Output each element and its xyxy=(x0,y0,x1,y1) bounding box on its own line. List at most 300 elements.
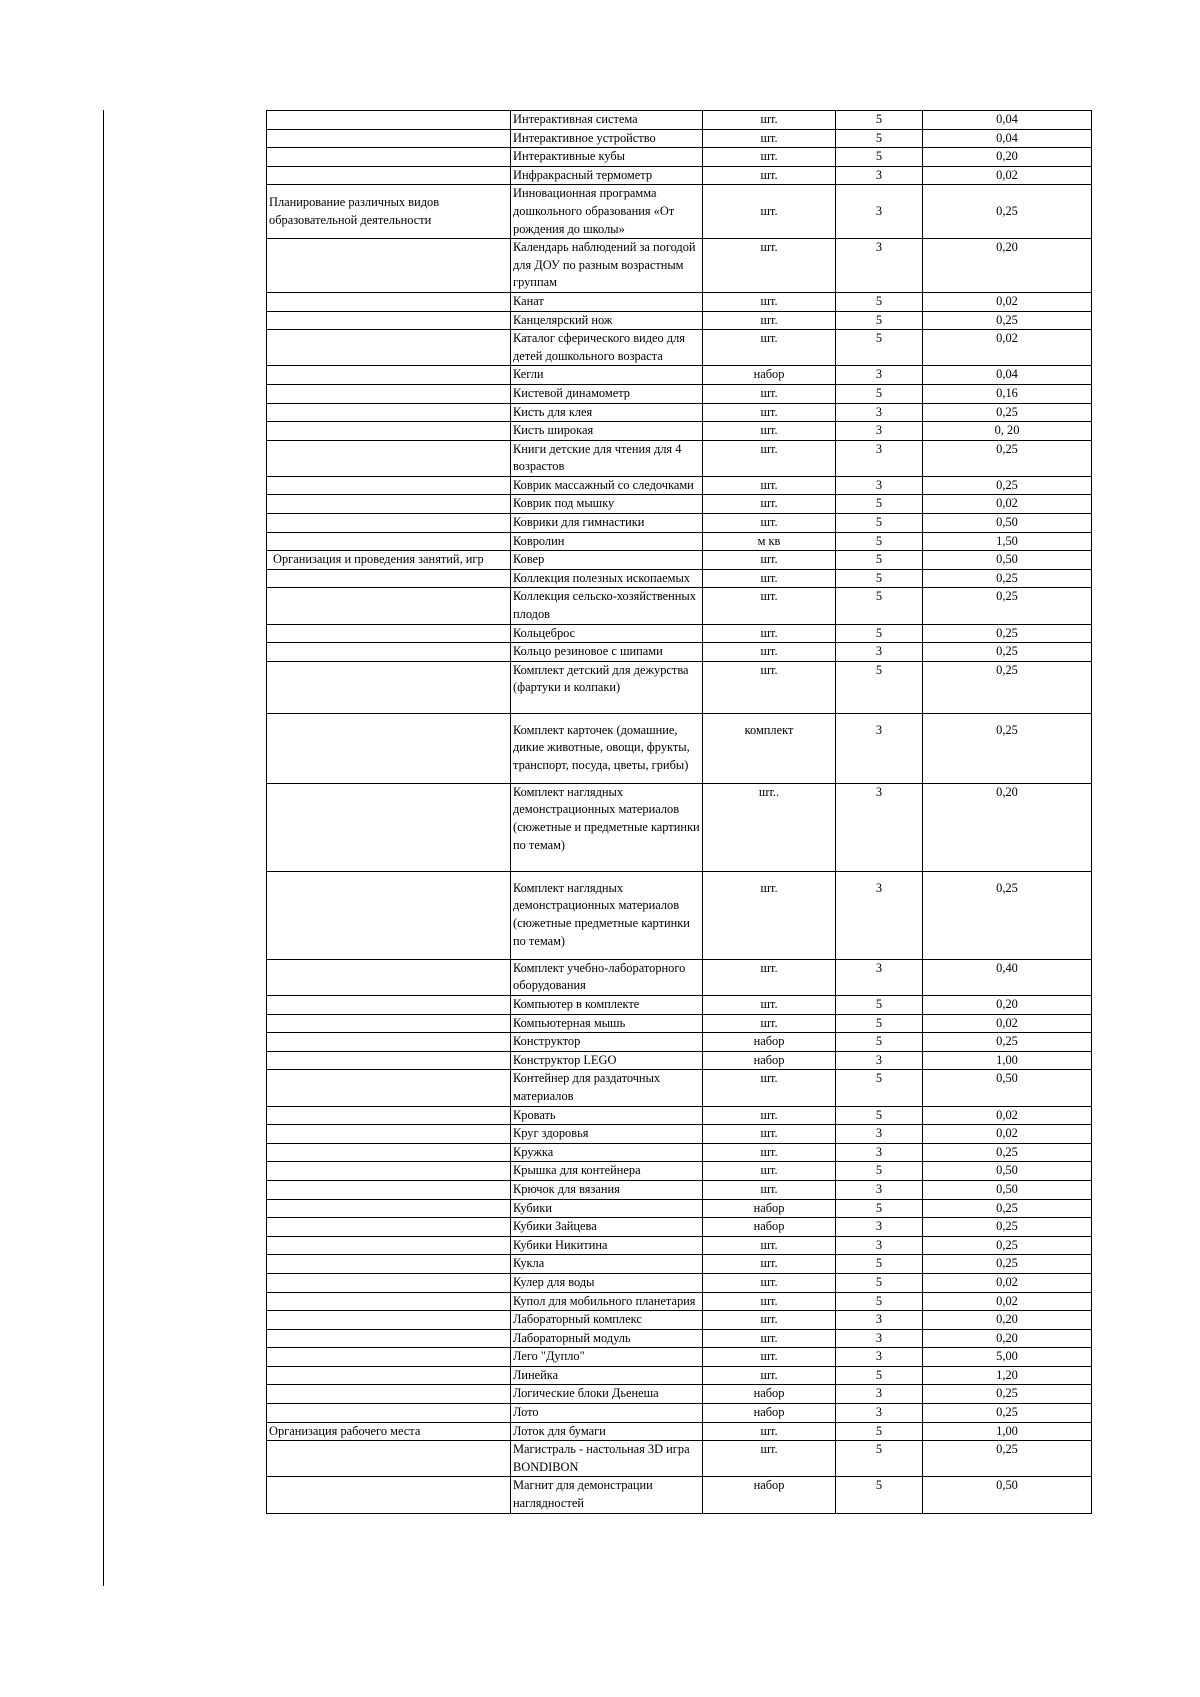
table-row xyxy=(267,111,1092,130)
row-name-cell: Инновационная программа дошкольного образования «От рождения до школы» xyxy=(511,185,703,239)
table-row xyxy=(267,551,1092,570)
row-qty-cell: 5 xyxy=(836,1366,923,1385)
table-row xyxy=(267,422,1092,441)
row-qty-cell: 3 xyxy=(836,713,923,783)
table-row xyxy=(267,1385,1092,1404)
table-row xyxy=(267,1273,1092,1292)
row-unit-cell: шт. xyxy=(703,495,836,514)
row-name-cell: Интерактивная система xyxy=(511,111,703,130)
row-unit-cell: шт. xyxy=(703,1162,836,1181)
row-unit-cell: шт. xyxy=(703,129,836,148)
row-section-cell xyxy=(267,239,511,293)
table-row xyxy=(267,311,1092,330)
table-row xyxy=(267,403,1092,422)
row-qty-cell: 5 xyxy=(836,569,923,588)
row-name-cell: Лоток для бумаги xyxy=(511,1422,703,1441)
row-value-cell: 0,04 xyxy=(923,366,1092,385)
row-section-cell xyxy=(267,661,511,713)
row-qty-cell: 3 xyxy=(836,185,923,239)
row-value-cell: 0,25 xyxy=(923,713,1092,783)
row-section-cell xyxy=(267,713,511,783)
table-row xyxy=(267,532,1092,551)
row-unit-cell: набор xyxy=(703,366,836,385)
table-row xyxy=(267,1329,1092,1348)
row-unit-cell: шт. xyxy=(703,1236,836,1255)
row-unit-cell: шт. xyxy=(703,111,836,130)
row-qty-cell: 3 xyxy=(836,1180,923,1199)
row-name-cell: Кисть широкая xyxy=(511,422,703,441)
row-section-cell xyxy=(267,1199,511,1218)
row-section-cell xyxy=(267,1404,511,1423)
row-value-cell: 0,20 xyxy=(923,996,1092,1015)
row-section-cell xyxy=(267,1180,511,1199)
row-unit-cell: шт. xyxy=(703,1106,836,1125)
row-name-cell: Кубики Никитина xyxy=(511,1236,703,1255)
row-name-cell: Календарь наблюдений за погодой для ДОУ по разным возрастным группам xyxy=(511,239,703,293)
row-qty-cell: 5 xyxy=(836,1422,923,1441)
row-qty-cell: 3 xyxy=(836,476,923,495)
table-row xyxy=(267,1404,1092,1423)
row-name-cell: Кистевой динамометр xyxy=(511,384,703,403)
row-unit-cell: шт. xyxy=(703,551,836,570)
row-name-cell: Комплект карточек (домашние, дикие животные, овощи, фрукты, транспорт, посуда, цветы, грибы) xyxy=(511,713,703,783)
row-qty-cell: 5 xyxy=(836,1106,923,1125)
table-row xyxy=(267,1199,1092,1218)
table-row xyxy=(267,1218,1092,1237)
row-unit-cell: шт. xyxy=(703,1348,836,1367)
row-name-cell: Кубики xyxy=(511,1199,703,1218)
row-qty-cell: 5 xyxy=(836,129,923,148)
row-section-cell xyxy=(267,588,511,624)
row-name-cell: Комплект наглядных демонстрационных материалов (сюжетные предметные картинки по темам) xyxy=(511,871,703,959)
row-value-cell: 1,00 xyxy=(923,1051,1092,1070)
row-qty-cell: 5 xyxy=(836,1070,923,1106)
row-name-cell: Конструктор LEGO xyxy=(511,1051,703,1070)
row-section-cell xyxy=(267,422,511,441)
row-name-cell: Лабораторный комплекс xyxy=(511,1311,703,1330)
table-row xyxy=(267,713,1092,783)
row-unit-cell: шт. xyxy=(703,1180,836,1199)
row-qty-cell: 5 xyxy=(836,624,923,643)
row-qty-cell: 3 xyxy=(836,1329,923,1348)
row-name-cell: Каталог сферического видео для детей дошкольного возраста xyxy=(511,330,703,366)
row-qty-cell: 5 xyxy=(836,514,923,533)
table-row xyxy=(267,1477,1092,1513)
row-qty-cell: 5 xyxy=(836,1014,923,1033)
table-row xyxy=(267,384,1092,403)
row-section-cell xyxy=(267,330,511,366)
row-unit-cell: шт. xyxy=(703,1292,836,1311)
row-name-cell: Купол для мобильного планетария xyxy=(511,1292,703,1311)
row-name-cell: Интерактивные кубы xyxy=(511,148,703,167)
row-value-cell: 0,20 xyxy=(923,1311,1092,1330)
row-unit-cell: шт. xyxy=(703,1143,836,1162)
row-name-cell: Канцелярский нож xyxy=(511,311,703,330)
row-value-cell: 0,25 xyxy=(923,476,1092,495)
row-name-cell: Магнит для демонстрации наглядностей xyxy=(511,1477,703,1513)
row-section-cell: Организация рабочего места xyxy=(267,1422,511,1441)
table-row xyxy=(267,1014,1092,1033)
table-row xyxy=(267,1311,1092,1330)
row-name-cell: Коллекция сельско-хозяйственных плодов xyxy=(511,588,703,624)
row-section-cell xyxy=(267,129,511,148)
row-name-cell: Крышка для контейнера xyxy=(511,1162,703,1181)
row-unit-cell: шт. xyxy=(703,588,836,624)
row-section-cell xyxy=(267,569,511,588)
table-row xyxy=(267,514,1092,533)
row-unit-cell: набор xyxy=(703,1051,836,1070)
row-name-cell: Компьютер в комплекте xyxy=(511,996,703,1015)
row-unit-cell: шт. xyxy=(703,384,836,403)
row-section-cell xyxy=(267,495,511,514)
row-name-cell: Коврик под мышку xyxy=(511,495,703,514)
table-row xyxy=(267,1070,1092,1106)
row-name-cell: Книги детские для чтения для 4 возрастов xyxy=(511,440,703,476)
row-name-cell: Лото xyxy=(511,1404,703,1423)
row-value-cell: 0,40 xyxy=(923,959,1092,995)
equipment-table-body xyxy=(267,111,1092,1514)
row-section-cell xyxy=(267,1311,511,1330)
row-unit-cell: шт. xyxy=(703,871,836,959)
table-row xyxy=(267,1441,1092,1477)
row-value-cell: 0,25 xyxy=(923,311,1092,330)
row-section-cell xyxy=(267,1125,511,1144)
row-unit-cell: набор xyxy=(703,1033,836,1052)
row-value-cell: 0,16 xyxy=(923,384,1092,403)
row-section-cell xyxy=(267,1162,511,1181)
row-value-cell: 0,25 xyxy=(923,871,1092,959)
row-unit-cell: набор xyxy=(703,1404,836,1423)
row-unit-cell: шт. xyxy=(703,1329,836,1348)
row-unit-cell: шт. xyxy=(703,514,836,533)
row-name-cell: Логические блоки Дьенеша xyxy=(511,1385,703,1404)
row-name-cell: Круг здоровья xyxy=(511,1125,703,1144)
row-qty-cell: 5 xyxy=(836,1162,923,1181)
row-qty-cell: 3 xyxy=(836,239,923,293)
row-value-cell: 0,25 xyxy=(923,1033,1092,1052)
table-row xyxy=(267,588,1092,624)
table-row xyxy=(267,148,1092,167)
row-unit-cell: шт.. xyxy=(703,783,836,871)
row-name-cell: Кисть для клея xyxy=(511,403,703,422)
row-value-cell: 0,02 xyxy=(923,1292,1092,1311)
row-unit-cell: шт. xyxy=(703,440,836,476)
row-section-cell xyxy=(267,1070,511,1106)
row-unit-cell: шт. xyxy=(703,624,836,643)
row-unit-cell: шт. xyxy=(703,166,836,185)
row-section-cell xyxy=(267,1385,511,1404)
table-row xyxy=(267,1255,1092,1274)
table-row xyxy=(267,495,1092,514)
row-section-cell xyxy=(267,532,511,551)
row-qty-cell: 3 xyxy=(836,1218,923,1237)
row-value-cell: 0,02 xyxy=(923,292,1092,311)
row-section-cell xyxy=(267,624,511,643)
row-value-cell: 0,25 xyxy=(923,1255,1092,1274)
row-section-cell: Планирование различных видов образовательной деятельности xyxy=(267,185,511,239)
table-row xyxy=(267,996,1092,1015)
table-row xyxy=(267,624,1092,643)
row-qty-cell: 3 xyxy=(836,1311,923,1330)
row-value-cell: 0,25 xyxy=(923,1236,1092,1255)
row-section-cell xyxy=(267,996,511,1015)
row-value-cell: 0,04 xyxy=(923,129,1092,148)
row-unit-cell: шт. xyxy=(703,959,836,995)
row-value-cell: 0,50 xyxy=(923,1070,1092,1106)
row-name-cell: Лего "Дупло" xyxy=(511,1348,703,1367)
row-qty-cell: 3 xyxy=(836,643,923,662)
row-section-cell xyxy=(267,1273,511,1292)
table-row xyxy=(267,871,1092,959)
row-name-cell: Интерактивное устройство xyxy=(511,129,703,148)
row-value-cell: 1,00 xyxy=(923,1422,1092,1441)
row-value-cell: 0,50 xyxy=(923,1162,1092,1181)
row-value-cell: 0,25 xyxy=(923,440,1092,476)
table-row xyxy=(267,239,1092,293)
row-value-cell: 5,00 xyxy=(923,1348,1092,1367)
row-name-cell: Кольцо резиновое с шипами xyxy=(511,643,703,662)
table-row xyxy=(267,1292,1092,1311)
row-qty-cell: 3 xyxy=(836,366,923,385)
row-qty-cell: 5 xyxy=(836,495,923,514)
row-unit-cell: шт. xyxy=(703,996,836,1015)
row-qty-cell: 3 xyxy=(836,783,923,871)
row-qty-cell: 5 xyxy=(836,996,923,1015)
row-section-cell xyxy=(267,311,511,330)
table-row xyxy=(267,129,1092,148)
row-unit-cell: комплект xyxy=(703,713,836,783)
row-section-cell xyxy=(267,1366,511,1385)
row-section-cell xyxy=(267,514,511,533)
table-row xyxy=(267,661,1092,713)
row-name-cell: Лабораторный модуль xyxy=(511,1329,703,1348)
row-name-cell: Кегли xyxy=(511,366,703,385)
row-qty-cell: 5 xyxy=(836,532,923,551)
row-unit-cell: набор xyxy=(703,1477,836,1513)
table-row xyxy=(267,1366,1092,1385)
row-qty-cell: 3 xyxy=(836,1143,923,1162)
row-qty-cell: 5 xyxy=(836,384,923,403)
row-value-cell: 0,02 xyxy=(923,166,1092,185)
row-qty-cell: 5 xyxy=(836,330,923,366)
row-value-cell: 0,25 xyxy=(923,588,1092,624)
table-row xyxy=(267,1236,1092,1255)
row-unit-cell: м кв xyxy=(703,532,836,551)
table-row xyxy=(267,1125,1092,1144)
row-section-cell xyxy=(267,643,511,662)
row-value-cell: 0,25 xyxy=(923,624,1092,643)
row-qty-cell: 3 xyxy=(836,871,923,959)
row-value-cell: 0,20 xyxy=(923,239,1092,293)
row-unit-cell: шт. xyxy=(703,185,836,239)
row-name-cell: Коврик массажный со следочками xyxy=(511,476,703,495)
row-section-cell xyxy=(267,476,511,495)
row-name-cell: Ковер xyxy=(511,551,703,570)
row-qty-cell: 3 xyxy=(836,959,923,995)
row-section-cell xyxy=(267,1329,511,1348)
table-row xyxy=(267,330,1092,366)
left-margin-rule xyxy=(103,110,104,1586)
table-row xyxy=(267,1033,1092,1052)
row-section-cell xyxy=(267,1255,511,1274)
row-value-cell: 0,02 xyxy=(923,1106,1092,1125)
row-value-cell: 1,50 xyxy=(923,532,1092,551)
row-unit-cell: набор xyxy=(703,1199,836,1218)
row-section-cell xyxy=(267,403,511,422)
row-unit-cell: набор xyxy=(703,1385,836,1404)
row-name-cell: Коллекция полезных ископаемых xyxy=(511,569,703,588)
row-qty-cell: 5 xyxy=(836,292,923,311)
row-name-cell: Комплект детский для дежурства (фартуки и колпаки) xyxy=(511,661,703,713)
table-row xyxy=(267,1422,1092,1441)
row-section-cell xyxy=(267,1441,511,1477)
row-qty-cell: 3 xyxy=(836,403,923,422)
row-section-cell xyxy=(267,871,511,959)
row-name-cell: Конструктор xyxy=(511,1033,703,1052)
row-value-cell: 0,25 xyxy=(923,569,1092,588)
row-section-cell xyxy=(267,1051,511,1070)
row-name-cell: Кукла xyxy=(511,1255,703,1274)
table-row xyxy=(267,1180,1092,1199)
table-row xyxy=(267,476,1092,495)
row-qty-cell: 5 xyxy=(836,1273,923,1292)
row-unit-cell: шт. xyxy=(703,148,836,167)
row-value-cell: 0,25 xyxy=(923,1404,1092,1423)
row-section-cell xyxy=(267,1477,511,1513)
row-value-cell: 0,25 xyxy=(923,1441,1092,1477)
row-unit-cell: шт. xyxy=(703,1441,836,1477)
row-value-cell: 0,02 xyxy=(923,330,1092,366)
row-name-cell: Инфракрасный термометр xyxy=(511,166,703,185)
row-name-cell: Комплект наглядных демонстрационных материалов (сюжетные и предметные картинки по темам) xyxy=(511,783,703,871)
row-section-cell xyxy=(267,1236,511,1255)
table-row xyxy=(267,1051,1092,1070)
row-value-cell: 0,02 xyxy=(923,495,1092,514)
row-qty-cell: 5 xyxy=(836,551,923,570)
table-row xyxy=(267,959,1092,995)
row-name-cell: Ковролин xyxy=(511,532,703,551)
row-name-cell: Крючок для вязания xyxy=(511,1180,703,1199)
row-name-cell: Контейнер для раздаточных материалов xyxy=(511,1070,703,1106)
row-qty-cell: 3 xyxy=(836,1348,923,1367)
row-value-cell: 0,04 xyxy=(923,111,1092,130)
row-section-cell xyxy=(267,1106,511,1125)
row-section-cell xyxy=(267,292,511,311)
row-name-cell: Канат xyxy=(511,292,703,311)
row-section-cell xyxy=(267,1292,511,1311)
table-row xyxy=(267,185,1092,239)
row-value-cell: 0, 20 xyxy=(923,422,1092,441)
table-row xyxy=(267,1162,1092,1181)
row-value-cell: 0,25 xyxy=(923,643,1092,662)
row-qty-cell: 5 xyxy=(836,311,923,330)
row-name-cell: Линейка xyxy=(511,1366,703,1385)
row-name-cell: Компьютерная мышь xyxy=(511,1014,703,1033)
row-qty-cell: 5 xyxy=(836,1255,923,1274)
row-unit-cell: шт. xyxy=(703,1273,836,1292)
table-row xyxy=(267,166,1092,185)
table-row xyxy=(267,643,1092,662)
table-row xyxy=(267,440,1092,476)
row-qty-cell: 3 xyxy=(836,166,923,185)
row-name-cell: Кольцеброс xyxy=(511,624,703,643)
row-qty-cell: 5 xyxy=(836,661,923,713)
row-section-cell xyxy=(267,959,511,995)
table-row xyxy=(267,1143,1092,1162)
row-unit-cell: шт. xyxy=(703,569,836,588)
row-qty-cell: 5 xyxy=(836,1199,923,1218)
row-value-cell: 0,25 xyxy=(923,1143,1092,1162)
row-name-cell: Кровать xyxy=(511,1106,703,1125)
row-value-cell: 0,25 xyxy=(923,403,1092,422)
row-section-cell xyxy=(267,166,511,185)
row-unit-cell: шт. xyxy=(703,292,836,311)
row-section-cell xyxy=(267,1014,511,1033)
row-qty-cell: 3 xyxy=(836,1125,923,1144)
row-qty-cell: 3 xyxy=(836,440,923,476)
row-value-cell: 0,20 xyxy=(923,783,1092,871)
row-value-cell: 0,25 xyxy=(923,1218,1092,1237)
row-qty-cell: 5 xyxy=(836,111,923,130)
table-row xyxy=(267,569,1092,588)
row-value-cell: 0,20 xyxy=(923,1329,1092,1348)
row-qty-cell: 5 xyxy=(836,148,923,167)
row-section-cell xyxy=(267,366,511,385)
row-value-cell: 0,02 xyxy=(923,1273,1092,1292)
row-qty-cell: 5 xyxy=(836,1033,923,1052)
row-name-cell: Коврики для гимнастики xyxy=(511,514,703,533)
row-name-cell: Магистраль - настольная 3D игра BONDIBON xyxy=(511,1441,703,1477)
row-qty-cell: 3 xyxy=(836,1051,923,1070)
row-section-cell xyxy=(267,1143,511,1162)
row-qty-cell: 3 xyxy=(836,1236,923,1255)
row-section-cell xyxy=(267,783,511,871)
row-qty-cell: 3 xyxy=(836,1385,923,1404)
row-unit-cell: шт. xyxy=(703,661,836,713)
table-row xyxy=(267,292,1092,311)
row-unit-cell: шт. xyxy=(703,422,836,441)
row-value-cell: 0,02 xyxy=(923,1125,1092,1144)
equipment-table xyxy=(266,110,1092,1514)
row-unit-cell: шт. xyxy=(703,643,836,662)
row-unit-cell: шт. xyxy=(703,1422,836,1441)
row-value-cell: 0,20 xyxy=(923,148,1092,167)
row-section-cell xyxy=(267,148,511,167)
row-qty-cell: 5 xyxy=(836,1292,923,1311)
row-name-cell: Кулер для воды xyxy=(511,1273,703,1292)
table-row xyxy=(267,783,1092,871)
row-unit-cell: набор xyxy=(703,1218,836,1237)
row-name-cell: Кружка xyxy=(511,1143,703,1162)
row-value-cell: 0,25 xyxy=(923,1385,1092,1404)
row-value-cell: 1,20 xyxy=(923,1366,1092,1385)
row-value-cell: 0,25 xyxy=(923,185,1092,239)
row-qty-cell: 5 xyxy=(836,1441,923,1477)
table-row xyxy=(267,1106,1092,1125)
row-value-cell: 0,50 xyxy=(923,1180,1092,1199)
row-unit-cell: шт. xyxy=(703,311,836,330)
table-row xyxy=(267,1348,1092,1367)
row-unit-cell: шт. xyxy=(703,1125,836,1144)
row-name-cell: Комплект учебно-лабораторного оборудования xyxy=(511,959,703,995)
row-value-cell: 0,50 xyxy=(923,551,1092,570)
row-section-cell xyxy=(267,111,511,130)
table-row xyxy=(267,366,1092,385)
row-value-cell: 0,25 xyxy=(923,1199,1092,1218)
row-unit-cell: шт. xyxy=(703,1255,836,1274)
row-unit-cell: шт. xyxy=(703,239,836,293)
row-qty-cell: 5 xyxy=(836,1477,923,1513)
